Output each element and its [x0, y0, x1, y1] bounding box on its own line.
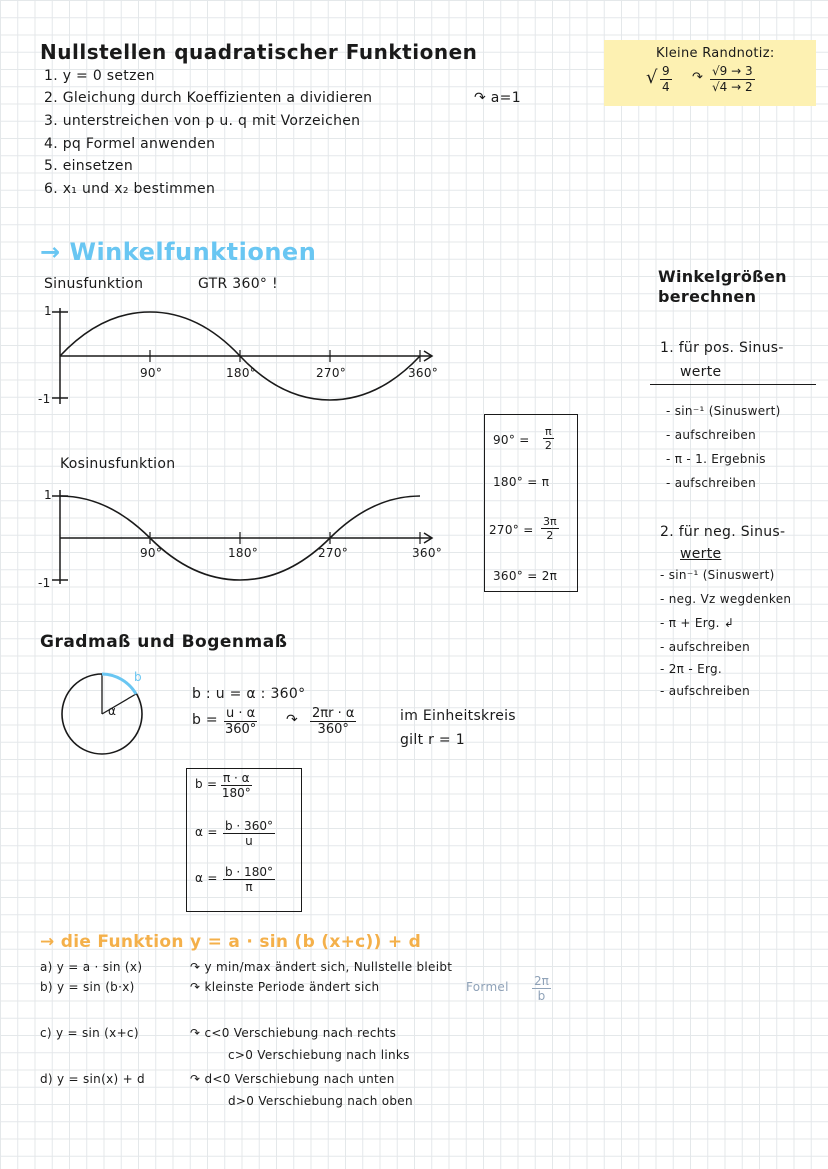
note-rhs-fraction — [710, 64, 755, 95]
func-d-rhs-2: d>0 Verschiebung nach oben — [228, 1094, 413, 1108]
b-num-1: u · α — [226, 706, 256, 721]
cosine-label-90: 90° — [140, 546, 163, 560]
arc-b — [102, 674, 136, 694]
cosine-label-360: 360° — [412, 546, 443, 560]
step-1: 1. y = 0 setzen — [44, 68, 155, 84]
f3-lhs: α = — [195, 871, 218, 885]
note-arrow: ↷ — [692, 70, 704, 85]
step-3: 3. unterstreichen von p u. q mit Vorzeichen — [44, 113, 361, 129]
margin-note-title: Kleine Randnotiz: — [656, 46, 775, 61]
sqrt-symbol: √ — [646, 67, 658, 88]
pos-step-4: - aufschreiben — [666, 476, 756, 490]
note-rhs-den: √4 → 2 — [712, 80, 753, 94]
f1-den: 180° — [221, 786, 251, 800]
circle-alpha-label: α — [108, 704, 117, 718]
f2-lhs: α = — [195, 825, 218, 839]
sine-label-270: 270° — [316, 366, 347, 380]
func-d-lhs: d) y = sin(x) + d — [40, 1072, 145, 1086]
cosine-graph — [30, 484, 450, 594]
b-eq: b = — [192, 712, 218, 728]
neg-step-3: - π + Erg. ↲ — [660, 616, 735, 630]
conv-90-lhs: 90° = — [493, 433, 530, 447]
conversion-table — [484, 414, 578, 592]
b-num-2: 2πr · α — [312, 706, 355, 721]
pos-heading-rule — [650, 384, 816, 385]
func-c-lhs: c) y = sin (x+c) — [40, 1026, 139, 1040]
func-b-fden: b — [537, 989, 546, 1003]
ratio-formula: b : u = α : 360° — [192, 686, 306, 702]
f3-fraction — [223, 865, 275, 894]
neg-step-5: - 2π - Erg. — [660, 662, 722, 676]
neg-step-6: - aufschreiben — [660, 684, 750, 698]
neg-step-1: - sin⁻¹ (Sinuswert) — [660, 568, 775, 582]
neg-heading: 2. für neg. Sinus- — [660, 524, 786, 540]
func-a-lhs: a) y = a · sin (x) — [40, 960, 143, 974]
func-b-lhs: b) y = sin (b·x) — [40, 980, 135, 994]
b-fraction-1 — [224, 706, 257, 737]
conv-270-den: 2 — [546, 529, 554, 542]
note-rhs-num: √9 → 3 — [712, 64, 753, 78]
sine-y-top-label: 1 — [44, 304, 52, 318]
note-lhs-fraction — [660, 64, 672, 95]
pos-heading-2: werte — [680, 364, 722, 380]
neg-step-4: - aufschreiben — [660, 640, 750, 654]
note-lhs-den: 4 — [662, 80, 670, 94]
note-lhs-num: 9 — [662, 64, 670, 78]
pos-step-2: - aufschreiben — [666, 428, 756, 442]
conv-90-den: 2 — [544, 439, 552, 452]
sine-label-360: 360° — [408, 366, 439, 380]
step-2: 2. Gleichung durch Koeffizienten a dividieren — [44, 90, 373, 106]
f3-num: b · 180° — [225, 865, 273, 879]
trig-title: → Winkelfunktionen — [40, 238, 317, 266]
conv-90-fraction — [543, 425, 554, 452]
neg-step-2: - neg. Vz wegdenken — [660, 592, 792, 606]
sine-label-90: 90° — [140, 366, 163, 380]
cosine-label-180: 180° — [228, 546, 259, 560]
cosine-y-bottom-label: -1 — [38, 576, 51, 590]
f2-fraction — [223, 819, 275, 848]
pos-heading: 1. für pos. Sinus- — [660, 340, 784, 356]
angles-title-2: berechnen — [658, 287, 757, 306]
step-6: 6. x₁ und x₂ bestimmen — [44, 181, 216, 197]
f1-num: π · α — [223, 771, 250, 785]
sinus-label: Sinusfunktion — [44, 276, 144, 292]
func-d-rhs-1: ↷ d<0 Verschiebung nach unten — [190, 1072, 395, 1086]
func-title: → die Funktion y = a · sin (b (x+c)) + d — [40, 932, 422, 952]
grad-arrow: ↷ — [286, 712, 299, 728]
step-4: 4. pq Formel anwenden — [44, 136, 216, 152]
margin-note — [604, 40, 816, 106]
b-fraction-2 — [310, 706, 356, 737]
pos-step-1: - sin⁻¹ (Sinuswert) — [666, 404, 781, 418]
func-a-rhs: ↷ y min/max ändert sich, Nullstelle bleibt — [190, 960, 453, 974]
conv-270-fraction — [541, 515, 559, 542]
step-5: 5. einsetzen — [44, 158, 134, 174]
b-den-1: 360° — [224, 722, 257, 737]
f3-den: π — [245, 880, 253, 894]
f1-fraction — [221, 771, 252, 800]
conv-360: 360° = 2π — [493, 569, 558, 583]
func-b-formel: Formel — [466, 980, 509, 994]
grad-title: Gradmaß und Bogenmaß — [40, 632, 288, 652]
step-2-note: ↷ a=1 — [474, 90, 521, 106]
unit-circle-note-2: gilt r = 1 — [400, 732, 465, 748]
unit-circle-note: im Einheitskreis — [400, 708, 516, 724]
pos-step-3: - π - 1. Ergebnis — [666, 452, 766, 466]
func-c-rhs-1: ↷ c<0 Verschiebung nach rechts — [190, 1026, 397, 1040]
f1-lhs: b = — [195, 777, 218, 791]
conv-270-lhs: 270° = — [489, 523, 534, 537]
kosinus-label: Kosinusfunktion — [60, 456, 176, 472]
quadratic-title: Nullstellen quadratischer Funktionen — [40, 40, 478, 64]
neg-heading-2: werte — [680, 546, 722, 562]
angles-title: Winkelgrößen — [658, 267, 787, 286]
gtr-note: GTR 360° ! — [198, 276, 278, 292]
cosine-label-270: 270° — [318, 546, 349, 560]
func-b-fraction — [532, 974, 551, 1003]
cosine-y-top-label: 1 — [44, 488, 52, 502]
conv-270-num: 3π — [543, 515, 557, 528]
formula-box — [186, 768, 302, 912]
func-b-rhs: ↷ kleinste Periode ändert sich — [190, 980, 380, 994]
sine-graph — [30, 300, 450, 410]
sine-label-180: 180° — [226, 366, 257, 380]
conv-180: 180° = π — [493, 475, 550, 489]
func-b-fnum: 2π — [534, 974, 549, 988]
b-den-2: 360° — [317, 722, 349, 737]
circle-b-label: b — [134, 670, 142, 684]
func-c-rhs-2: c>0 Verschiebung nach links — [228, 1048, 410, 1062]
sine-y-bottom-label: -1 — [38, 392, 51, 406]
f2-num: b · 360° — [225, 819, 273, 833]
conv-90-num: π — [545, 425, 552, 438]
f2-den: u — [245, 834, 253, 848]
